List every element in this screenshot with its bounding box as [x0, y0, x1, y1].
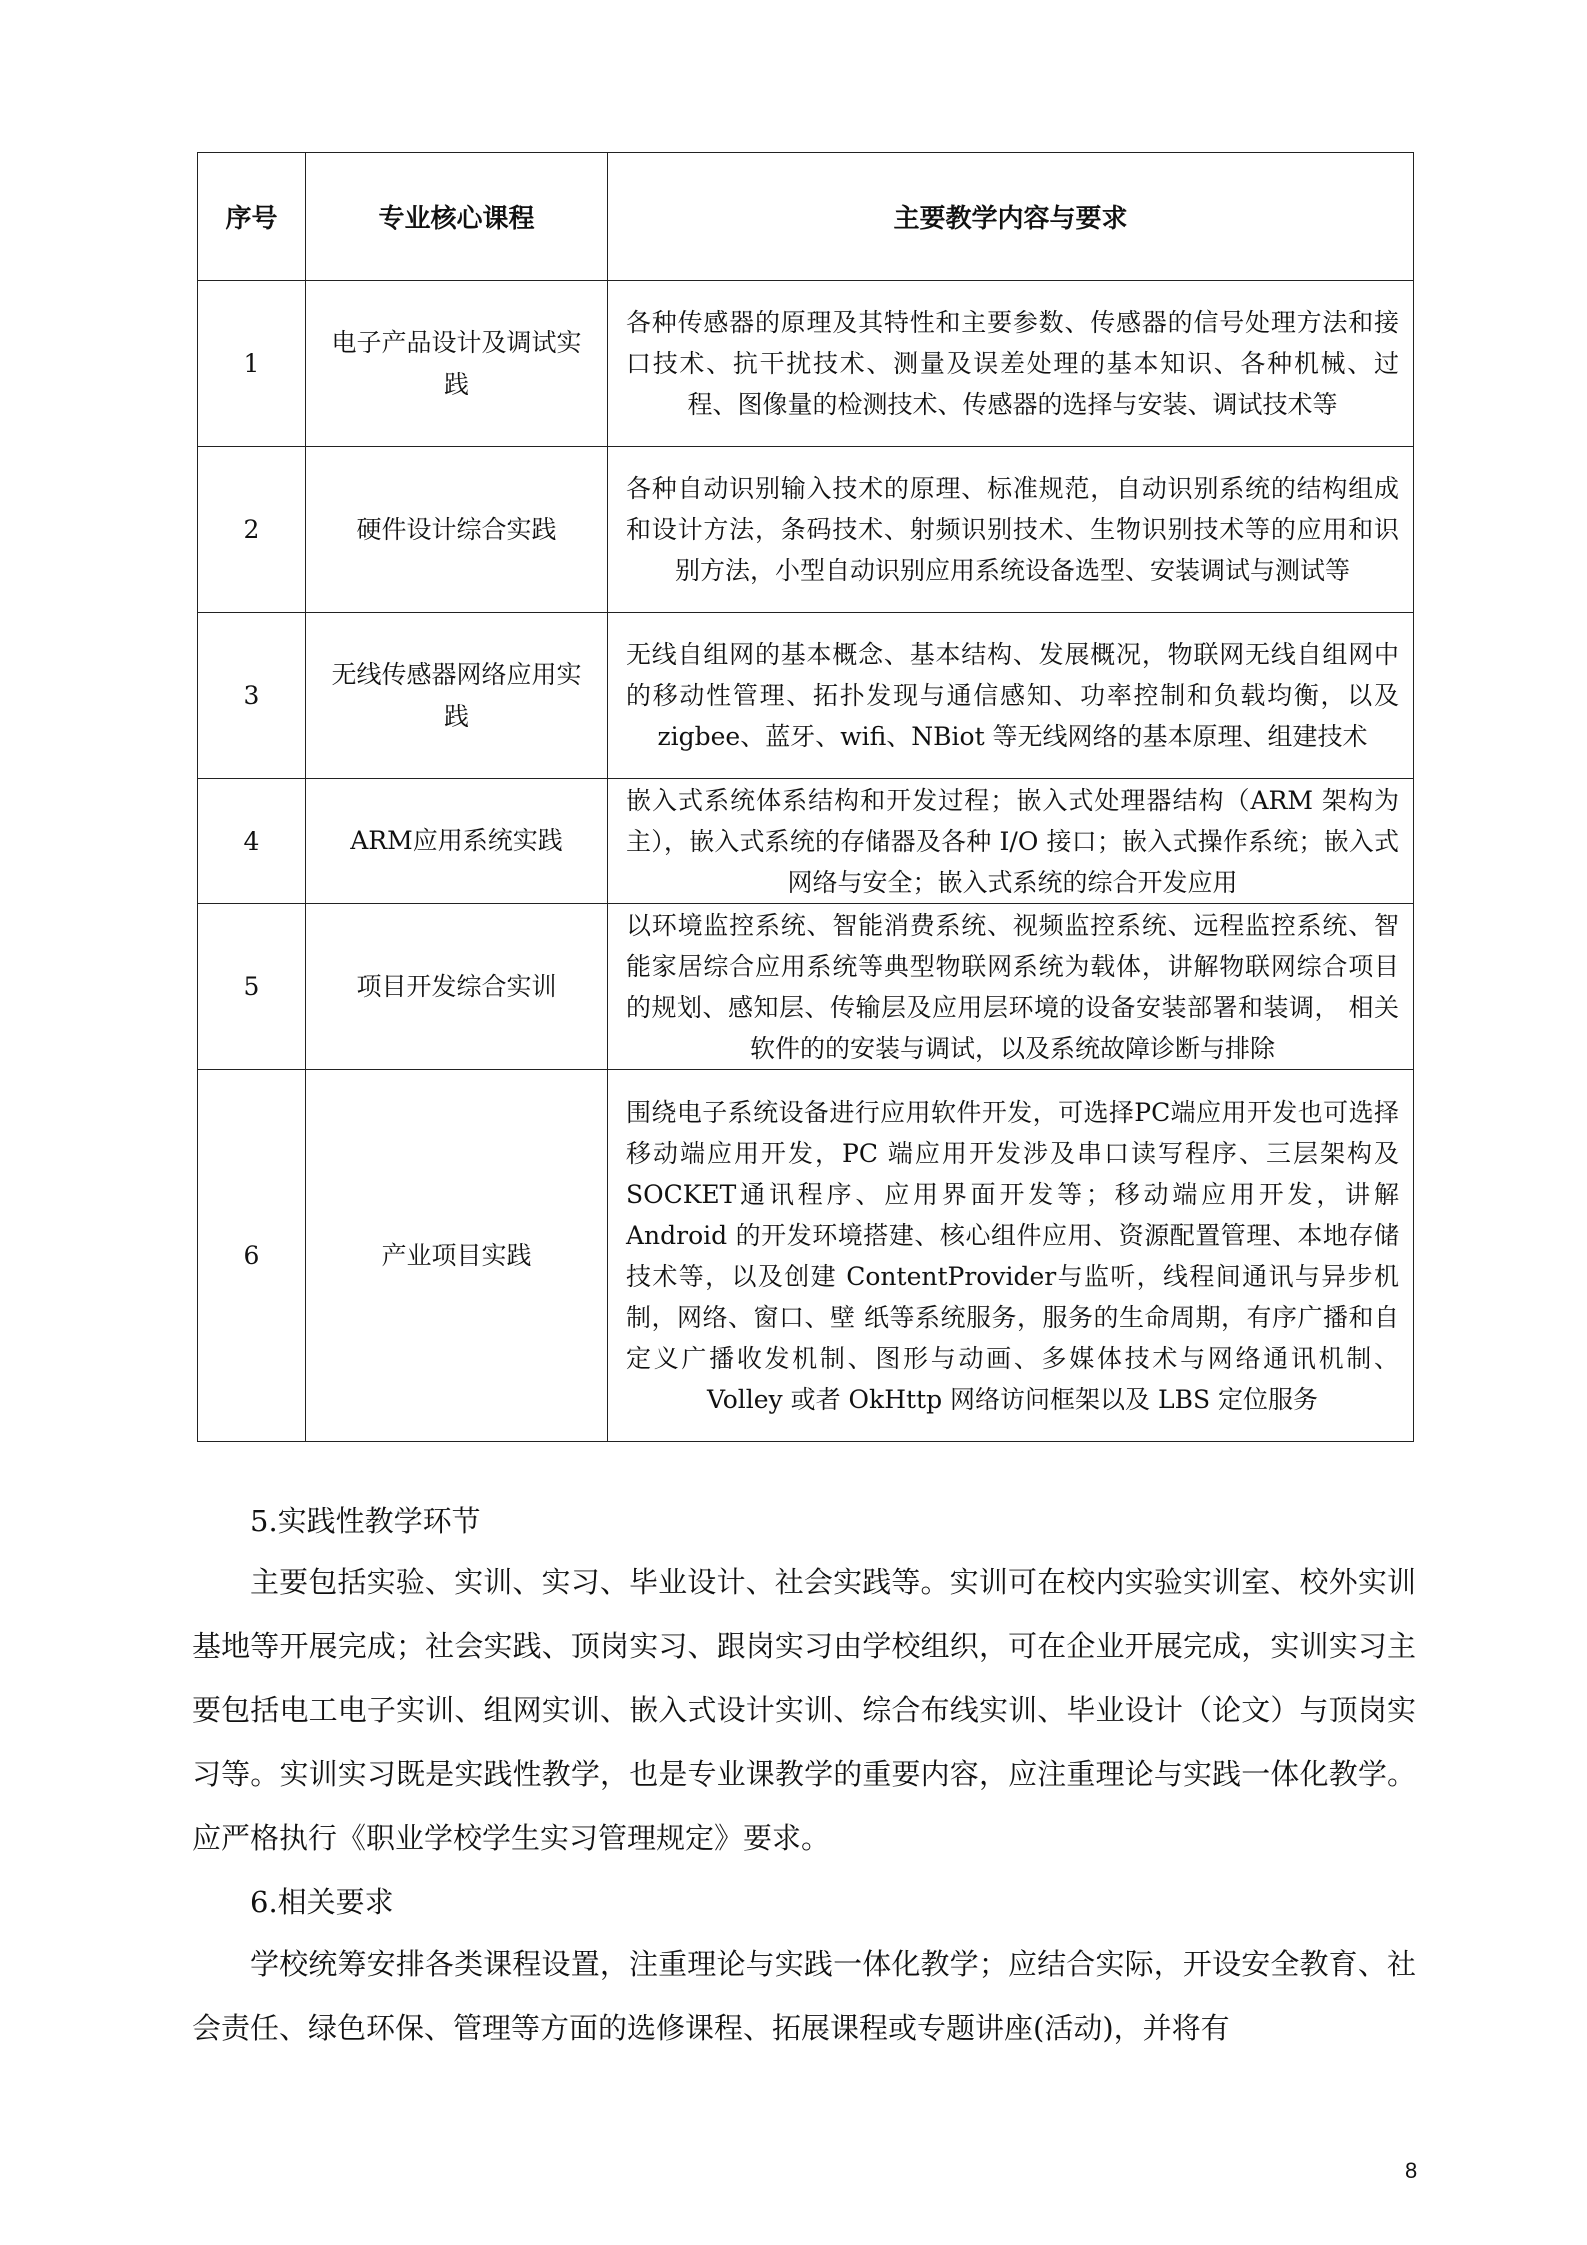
header-course: 专业核心课程 — [306, 153, 608, 281]
row-course: 电子产品设计及调试实践 — [306, 281, 608, 447]
section-6-heading: 6.相关要求 — [250, 1885, 394, 1919]
row-content: 嵌入式系统体系结构和开发过程；嵌入式处理器结构（ARM 架构为主），嵌入式系统的存储器及各种 I/O 接口；嵌入式操作系统；嵌入式网络与安全；嵌入式系统的综合开发应用 — [608, 779, 1414, 904]
row-num: 1 — [198, 281, 306, 447]
section-5-paragraph: 主要包括实验、实训、实习、毕业设计、社会实践等。实训可在校内实验实训室、校外实训基地等开展完成；社会实践、顶岗实习、跟岗实习由学校组织，可在企业开展完成，实训实习主要包括电工电子实训、组网实训、嵌入式设计实训、综合布线实训、毕业设计（论文）与顶岗实习等。实训实习既是实践性教学，也是专业课教学的重要内容，应注重理论与实践一体化教学。应严格执行《职业学校学生实习管理规定》要求。 — [192, 1565, 1416, 1855]
row-content: 围绕电子系统设备进行应用软件开发，可选择PC端应用开发也可选择移动端应用开发，PC 端应用开发涉及串口读写程序、三层架构及 SOCKET通讯程序、应用界面开发等；移动端应用开发，讲解Android 的开发环境搭建、核心组件应用、资源配置管理、本地存储技术等，以及创建 ContentProvider与监听，线程间通讯与异步机制，网络、窗口、壁 纸等系统服务，服务的生命周期，有序广播和自定义广播收发机制、图形与动画、多媒体技术与网络通讯机制、Volley 或者 OkHttp 网络访问框架以及 LBS 定位服务 — [608, 1070, 1414, 1442]
table-row — [198, 779, 1414, 904]
row-content: 各种传感器的原理及其特性和主要参数、传感器的信号处理方法和接口技术、抗干扰技术、测量及误差处理的基本知识、各种机械、过程、图像量的检测技术、传感器的选择与安装、调试技术等 — [608, 281, 1414, 447]
row-course: ARM应用系统实践 — [306, 779, 608, 904]
row-course: 项目开发综合实训 — [306, 904, 608, 1070]
table-row — [198, 613, 1414, 779]
table-row — [198, 1070, 1414, 1442]
header-num: 序号 — [198, 153, 306, 281]
row-content: 以环境监控系统、智能消费系统、视频监控系统、远程监控系统、智能家居综合应用系统等典型物联网系统为载体，讲解物联网综合项目的规划、感知层、传输层及应用层环境的设备安装部署和装调， 相关软件的的安装与调试，以及系统故障诊断与排除 — [608, 904, 1414, 1070]
page-number: 8 — [1405, 2158, 1418, 2183]
row-course: 产业项目实践 — [306, 1070, 608, 1442]
row-num: 2 — [198, 447, 306, 613]
row-num: 6 — [198, 1070, 306, 1442]
row-num: 4 — [198, 779, 306, 904]
row-course: 硬件设计综合实践 — [306, 447, 608, 613]
header-content: 主要教学内容与要求 — [608, 153, 1414, 281]
row-content: 各种自动识别输入技术的原理、标准规范，自动识别系统的结构组成和设计方法，条码技术、射频识别技术、生物识别技术等的应用和识别方法，小型自动识别应用系统设备选型、安装调试与测试等 — [608, 447, 1414, 613]
table-row — [198, 447, 1414, 613]
table-header-row — [198, 153, 1414, 281]
table-row — [198, 281, 1414, 447]
row-num: 5 — [198, 904, 306, 1070]
row-content: 无线自组网的基本概念、基本结构、发展概况，物联网无线自组网中的移动性管理、拓扑发现与通信感知、功率控制和负载均衡，以及 zigbee、蓝牙、wifi、NBiot 等无线网络的基本原理、组建技术 — [608, 613, 1414, 779]
section-6-paragraph: 学校统筹安排各类课程设置，注重理论与实践一体化教学；应结合实际，开设安全教育、社会责任、绿色环保、管理等方面的选修课程、拓展课程或专题讲座(活动)，并将有 — [192, 1947, 1416, 2045]
core-course-table — [197, 152, 1414, 1442]
row-course: 无线传感器网络应用实践 — [306, 613, 608, 779]
row-num: 3 — [198, 613, 306, 779]
section-5-heading: 5.实践性教学环节 — [250, 1504, 481, 1538]
table-row — [198, 904, 1414, 1070]
